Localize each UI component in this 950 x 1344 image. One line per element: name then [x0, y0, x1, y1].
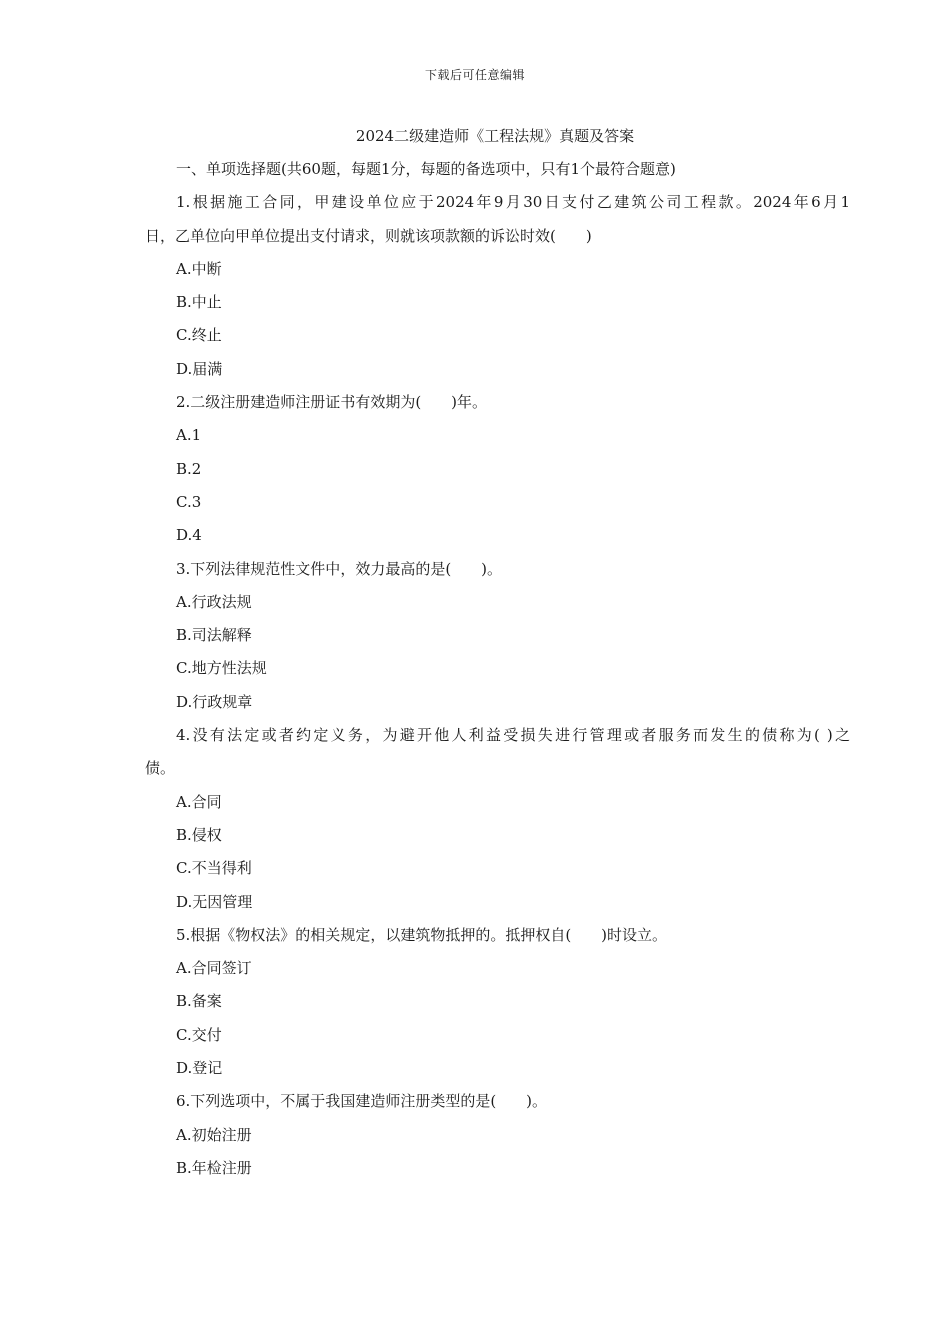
question-6-option-b: B.年检注册 — [176, 1158, 252, 1177]
question-4-option-a: A.合同 — [176, 792, 222, 811]
question-5-option-d: D.登记 — [176, 1059, 223, 1078]
download-note: 下载后可任意编辑 — [424, 68, 525, 82]
question-6-option-a: A.初始注册 — [176, 1125, 252, 1144]
question-3-option-b: B.司法解释 — [176, 626, 252, 645]
question-2-option-b: B.2 — [176, 459, 202, 478]
question-4-option-d: D.无因管理 — [176, 892, 253, 911]
question-4-option-b: B.侵权 — [176, 825, 222, 844]
question-5-option-a: A.合同签订 — [176, 959, 252, 978]
question-4-stem-line1: 4.没有法定或者约定义务，为避开他人利益受损失进行管理或者服务而发生的债称为( )之 — [176, 726, 850, 745]
question-2-option-d: D.4 — [176, 526, 202, 545]
question-2-option-c: C.3 — [176, 492, 202, 511]
question-1-option-d: D.届满 — [176, 359, 223, 378]
section-heading: 一、单项选择题(共60题，每题1分，每题的备选项中，只有1个最符合题意) — [176, 160, 676, 178]
question-3-option-d: D.行政规章 — [176, 692, 253, 711]
question-1-stem-line2: 日，乙单位向甲单位提出支付请求，则就该项款额的诉讼时效( ) — [145, 226, 592, 245]
question-5-option-b: B.备案 — [176, 992, 222, 1011]
page-title: 2024二级建造师《工程法规》真题及答案 — [355, 127, 635, 145]
question-1-option-c: C.终止 — [176, 326, 222, 345]
question-3-option-a: A.行政法规 — [176, 592, 252, 611]
question-4-option-c: C.不当得利 — [176, 859, 252, 878]
question-3-option-c: C.地方性法规 — [176, 659, 267, 678]
question-6-stem: 6.下列选项中，不属于我国建造师注册类型的是( )。 — [176, 1092, 548, 1111]
question-4-stem-line2: 债。 — [145, 759, 176, 778]
question-1-stem-line1: 1.根据施工合同，甲建设单位应于2024年9月30日支付乙建筑公司工程款。2024年6月1 — [176, 193, 850, 212]
question-1-option-b: B.中止 — [176, 293, 222, 312]
question-3-stem: 3.下列法律规范性文件中，效力最高的是( )。 — [176, 559, 503, 578]
question-5-stem: 5.根据《物权法》的相关规定，以建筑物抵押的。抵押权自( )时设立。 — [176, 925, 668, 944]
question-1-option-a: A.中断 — [176, 259, 222, 278]
document-body — [145, 158, 850, 1190]
question-5-option-c: C.交付 — [176, 1025, 222, 1044]
question-2-stem: 2.二级注册建造师注册证书有效期为( )年。 — [176, 393, 488, 412]
question-2-option-a: A.1 — [176, 426, 202, 445]
